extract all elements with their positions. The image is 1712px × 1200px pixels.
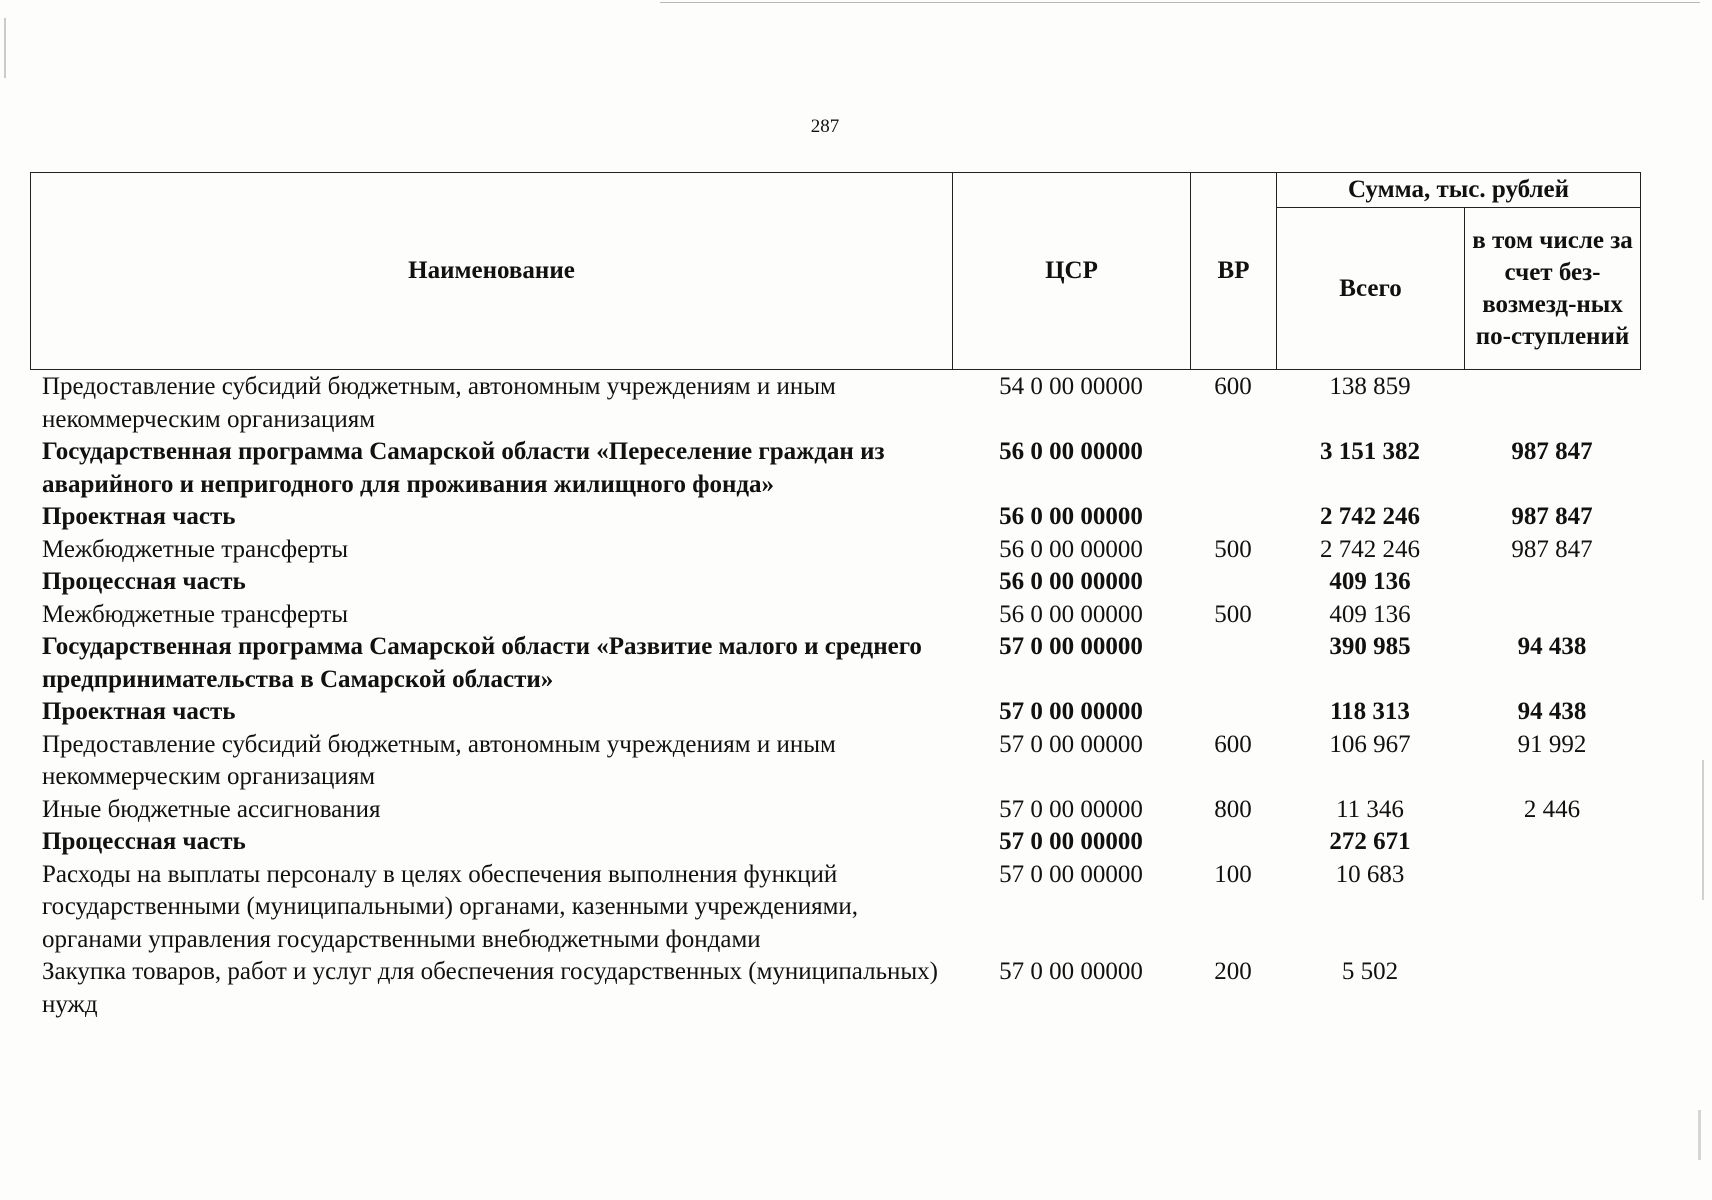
table-row xyxy=(30,501,1640,534)
row-csr-code: 56 0 00 00000 xyxy=(999,535,1143,563)
budget-table xyxy=(30,172,1640,1021)
row-name: Иные бюджетные ассигнования xyxy=(42,795,381,823)
row-name: Проектная часть xyxy=(42,698,236,725)
header-total: Всего xyxy=(1277,208,1465,370)
scan-edge-line xyxy=(660,2,1700,3)
header-free: в том числе за счет без-возмезд-ных по-ступлений xyxy=(1465,208,1641,370)
table-row xyxy=(30,371,1640,436)
row-csr-code: 56 0 00 00000 xyxy=(999,568,1143,595)
row-vr-code xyxy=(1190,566,1276,599)
row-free-receipts: 987 847 xyxy=(1511,535,1593,563)
row-free-receipts: 2 446 xyxy=(1523,795,1581,823)
row-vr-code: 600 xyxy=(1214,730,1252,758)
table-header xyxy=(30,172,1641,370)
page-number: 287 xyxy=(810,116,840,137)
row-csr-code: 56 0 00 00000 xyxy=(999,600,1143,628)
table-row xyxy=(30,436,1640,501)
row-total: 272 671 xyxy=(1329,828,1411,855)
row-total: 11 346 xyxy=(1336,795,1404,823)
row-total: 138 859 xyxy=(1329,373,1411,400)
row-name: Межбюджетные трансферты xyxy=(42,535,349,563)
row-name: Проектная часть xyxy=(42,503,236,530)
row-vr-code: 500 xyxy=(1214,600,1252,628)
row-csr-code: 57 0 00 00000 xyxy=(999,828,1143,855)
row-vr-code xyxy=(1190,826,1276,859)
row-name: Процессная часть xyxy=(42,828,246,855)
header-vr: ВР xyxy=(1191,173,1277,370)
table-row xyxy=(30,599,1640,632)
header-csr: ЦСР xyxy=(953,173,1191,370)
row-free-receipts: 987 847 xyxy=(1511,438,1593,465)
header-sum: Сумма, тыс. рублей xyxy=(1277,173,1641,208)
row-total: 106 967 xyxy=(1329,730,1411,758)
row-total: 3 151 382 xyxy=(1320,438,1420,465)
row-total: 5 502 xyxy=(1341,958,1399,985)
row-csr-code: 57 0 00 00000 xyxy=(999,698,1143,725)
table-row xyxy=(30,794,1640,827)
row-free-receipts: 94 438 xyxy=(1517,633,1587,660)
row-vr-code: 200 xyxy=(1214,958,1252,985)
scan-speck xyxy=(1698,1110,1701,1160)
row-name: Государственная программа Самарской области «Развитие малого и среднего предпринимательства в Самарской области» xyxy=(42,633,922,693)
row-free-receipts: 987 847 xyxy=(1511,503,1593,530)
table-row xyxy=(30,859,1640,957)
table-row xyxy=(30,534,1640,567)
row-total: 118 313 xyxy=(1330,698,1410,725)
row-csr-code: 57 0 00 00000 xyxy=(999,730,1143,758)
row-name: Расходы на выплаты персоналу в целях обеспечения выполнения функций государственными (муниципальными) органами, казенными учреждениями, органами управления государственными внебюджетными фондами xyxy=(42,860,859,953)
row-name: Межбюджетные трансферты xyxy=(42,600,349,628)
row-vr-code: 600 xyxy=(1214,373,1252,400)
row-free-receipts: 94 438 xyxy=(1517,698,1587,725)
row-name: Предоставление субсидий бюджетным, автономным учреждениям и иным некоммерческим организациям xyxy=(42,373,836,433)
scan-speck xyxy=(4,18,6,78)
row-csr-code: 56 0 00 00000 xyxy=(999,438,1143,465)
table-row xyxy=(30,729,1640,794)
row-total: 2 742 246 xyxy=(1320,503,1420,530)
row-vr-code: 800 xyxy=(1214,795,1252,823)
row-vr-code xyxy=(1190,501,1276,534)
row-total: 390 985 xyxy=(1329,633,1411,660)
row-name: Предоставление субсидий бюджетным, автономным учреждениям и иным некоммерческим организациям xyxy=(42,730,836,790)
row-vr-code: 100 xyxy=(1214,860,1252,888)
row-total: 409 136 xyxy=(1329,568,1411,595)
row-free-receipts xyxy=(1464,826,1640,859)
row-vr-code: 500 xyxy=(1214,535,1252,563)
row-csr-code: 54 0 00 00000 xyxy=(999,373,1143,400)
table-row xyxy=(30,826,1640,859)
table-row xyxy=(30,566,1640,599)
row-total: 2 742 246 xyxy=(1320,535,1420,563)
row-vr-code xyxy=(1190,436,1276,501)
row-free-receipts: 91 992 xyxy=(1517,730,1587,758)
header-name: Наименование xyxy=(31,173,953,370)
row-free-receipts xyxy=(1464,859,1640,957)
row-total: 10 683 xyxy=(1335,860,1405,888)
table-row xyxy=(30,956,1640,1021)
row-csr-code: 57 0 00 00000 xyxy=(999,860,1143,888)
row-name: Государственная программа Самарской области «Переселение граждан из аварийного и непригодного для проживания жилищного фонда» xyxy=(42,438,885,498)
row-vr-code xyxy=(1190,696,1276,729)
row-total: 409 136 xyxy=(1329,600,1411,628)
table-row xyxy=(30,696,1640,729)
scan-speck xyxy=(1702,760,1704,900)
row-free-receipts xyxy=(1464,599,1640,632)
row-csr-code: 57 0 00 00000 xyxy=(999,958,1143,985)
row-name: Закупка товаров, работ и услуг для обеспечения государственных (муниципальных) нужд xyxy=(42,958,938,1018)
row-csr-code: 57 0 00 00000 xyxy=(999,795,1143,823)
row-name: Процессная часть xyxy=(42,568,246,595)
row-vr-code xyxy=(1190,631,1276,696)
row-csr-code: 57 0 00 00000 xyxy=(999,633,1143,660)
row-free-receipts xyxy=(1464,371,1640,436)
row-free-receipts xyxy=(1464,956,1640,1021)
table-row xyxy=(30,631,1640,696)
row-csr-code: 56 0 00 00000 xyxy=(999,503,1143,530)
row-free-receipts xyxy=(1464,566,1640,599)
table-body xyxy=(30,371,1640,1021)
